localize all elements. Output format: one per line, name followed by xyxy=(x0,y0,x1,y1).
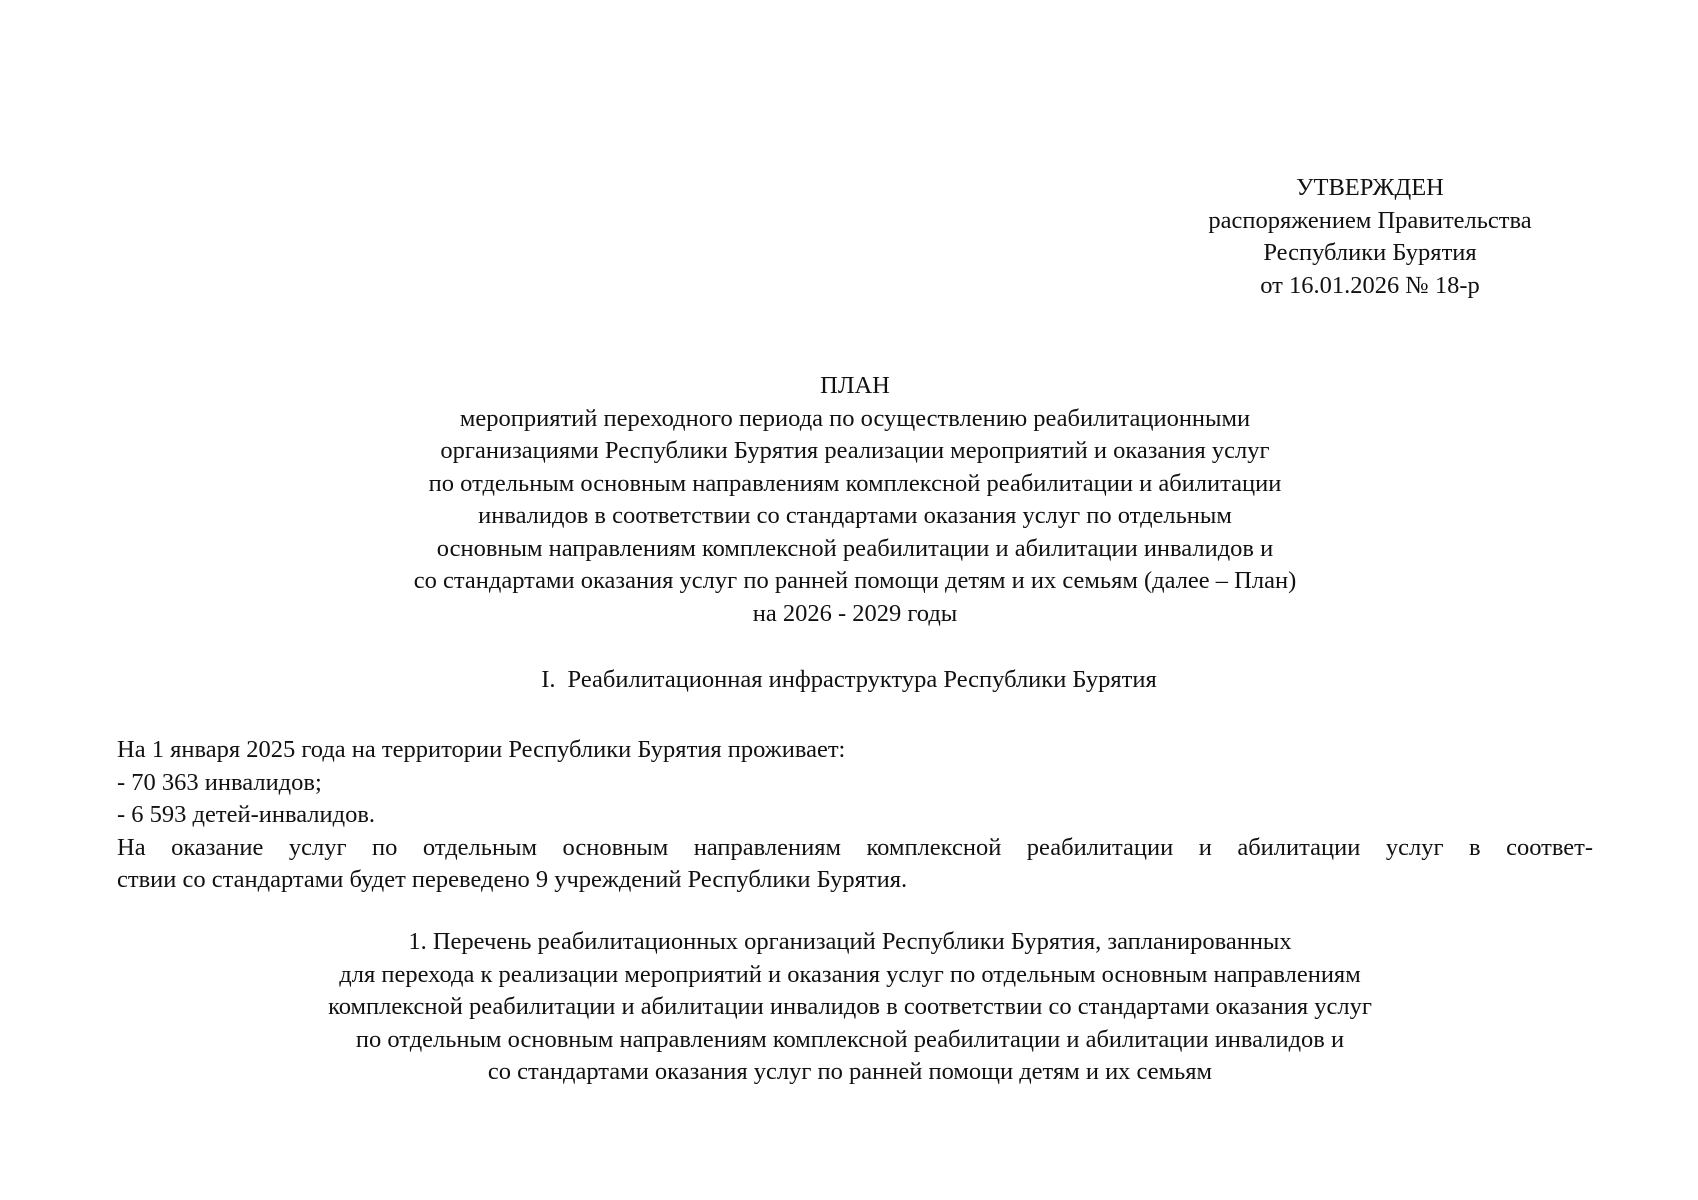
subsection-line: для перехода к реализации мероприятий и оказания услуг по отдельным основным направлениям xyxy=(339,960,1361,988)
title-line: со стандартами оказания услуг по ранней помощи детям и их семьям (далее – План) xyxy=(413,567,1297,594)
subsection-heading xyxy=(250,926,1450,1089)
title-line: инвалидов в соответствии со стандартами оказания услуг по отдельным xyxy=(478,502,1232,529)
subsection-line: по отдельным основным направлениям комплексной реабилитации и абилитации инвалидов и xyxy=(355,1025,1345,1053)
document-title xyxy=(280,370,1430,630)
approval-stamp xyxy=(1160,172,1580,302)
title-line: основным направлениям комплексной реабилитации и абилитации инвалидов и xyxy=(436,534,1274,562)
list-item: - 70 363 инвалидов; xyxy=(117,768,322,796)
subsection-line: со стандартами оказания услуг по ранней помощи детям и их семьям xyxy=(487,1058,1213,1085)
list-item: - 6 593 детей-инвалидов. xyxy=(117,801,376,828)
paragraph-line: На оказание услуг по отдельным основным направлениям комплексной реабилитации и абилитации услуг в соответ- xyxy=(117,833,1593,861)
intro-sentence: На 1 января 2025 года на территории Республики Бурятия проживает: xyxy=(117,736,846,763)
title-heading: ПЛАН xyxy=(820,372,890,399)
approval-authority: распоряжением Правительства xyxy=(1208,206,1532,234)
subsection-line: комплексной реабилитации и абилитации инвалидов в соответствии со стандартами оказания услуг xyxy=(328,993,1372,1020)
title-line: организациями Республики Бурятия реализации мероприятий и оказания услуг xyxy=(440,437,1270,464)
approval-status: УТВЕРЖДЕН xyxy=(1296,174,1444,201)
paragraph xyxy=(117,832,1593,897)
approval-date-number: от 16.01.2026 № 18-р xyxy=(1260,271,1480,299)
section-heading xyxy=(0,664,1698,697)
paragraph-line: ствии со стандартами будет переведено 9 учреждений Республики Бурятия. xyxy=(117,866,908,893)
section-title: Реабилитационная инфраструктура Республики Бурятия xyxy=(567,666,1157,693)
approval-authority-region: Республики Бурятия xyxy=(1263,239,1477,266)
title-period: на 2026 - 2029 годы xyxy=(752,599,958,627)
title-line: мероприятий переходного периода по осуществлению реабилитационными xyxy=(459,404,1251,432)
title-line: по отдельным основным направлениям комплексной реабилитации и абилитации xyxy=(428,469,1282,497)
body-text xyxy=(117,734,1593,897)
section-number: I. xyxy=(541,666,556,693)
subsection-line: 1. Перечень реабилитационных организаций Республики Бурятия, запланированных xyxy=(408,928,1292,955)
